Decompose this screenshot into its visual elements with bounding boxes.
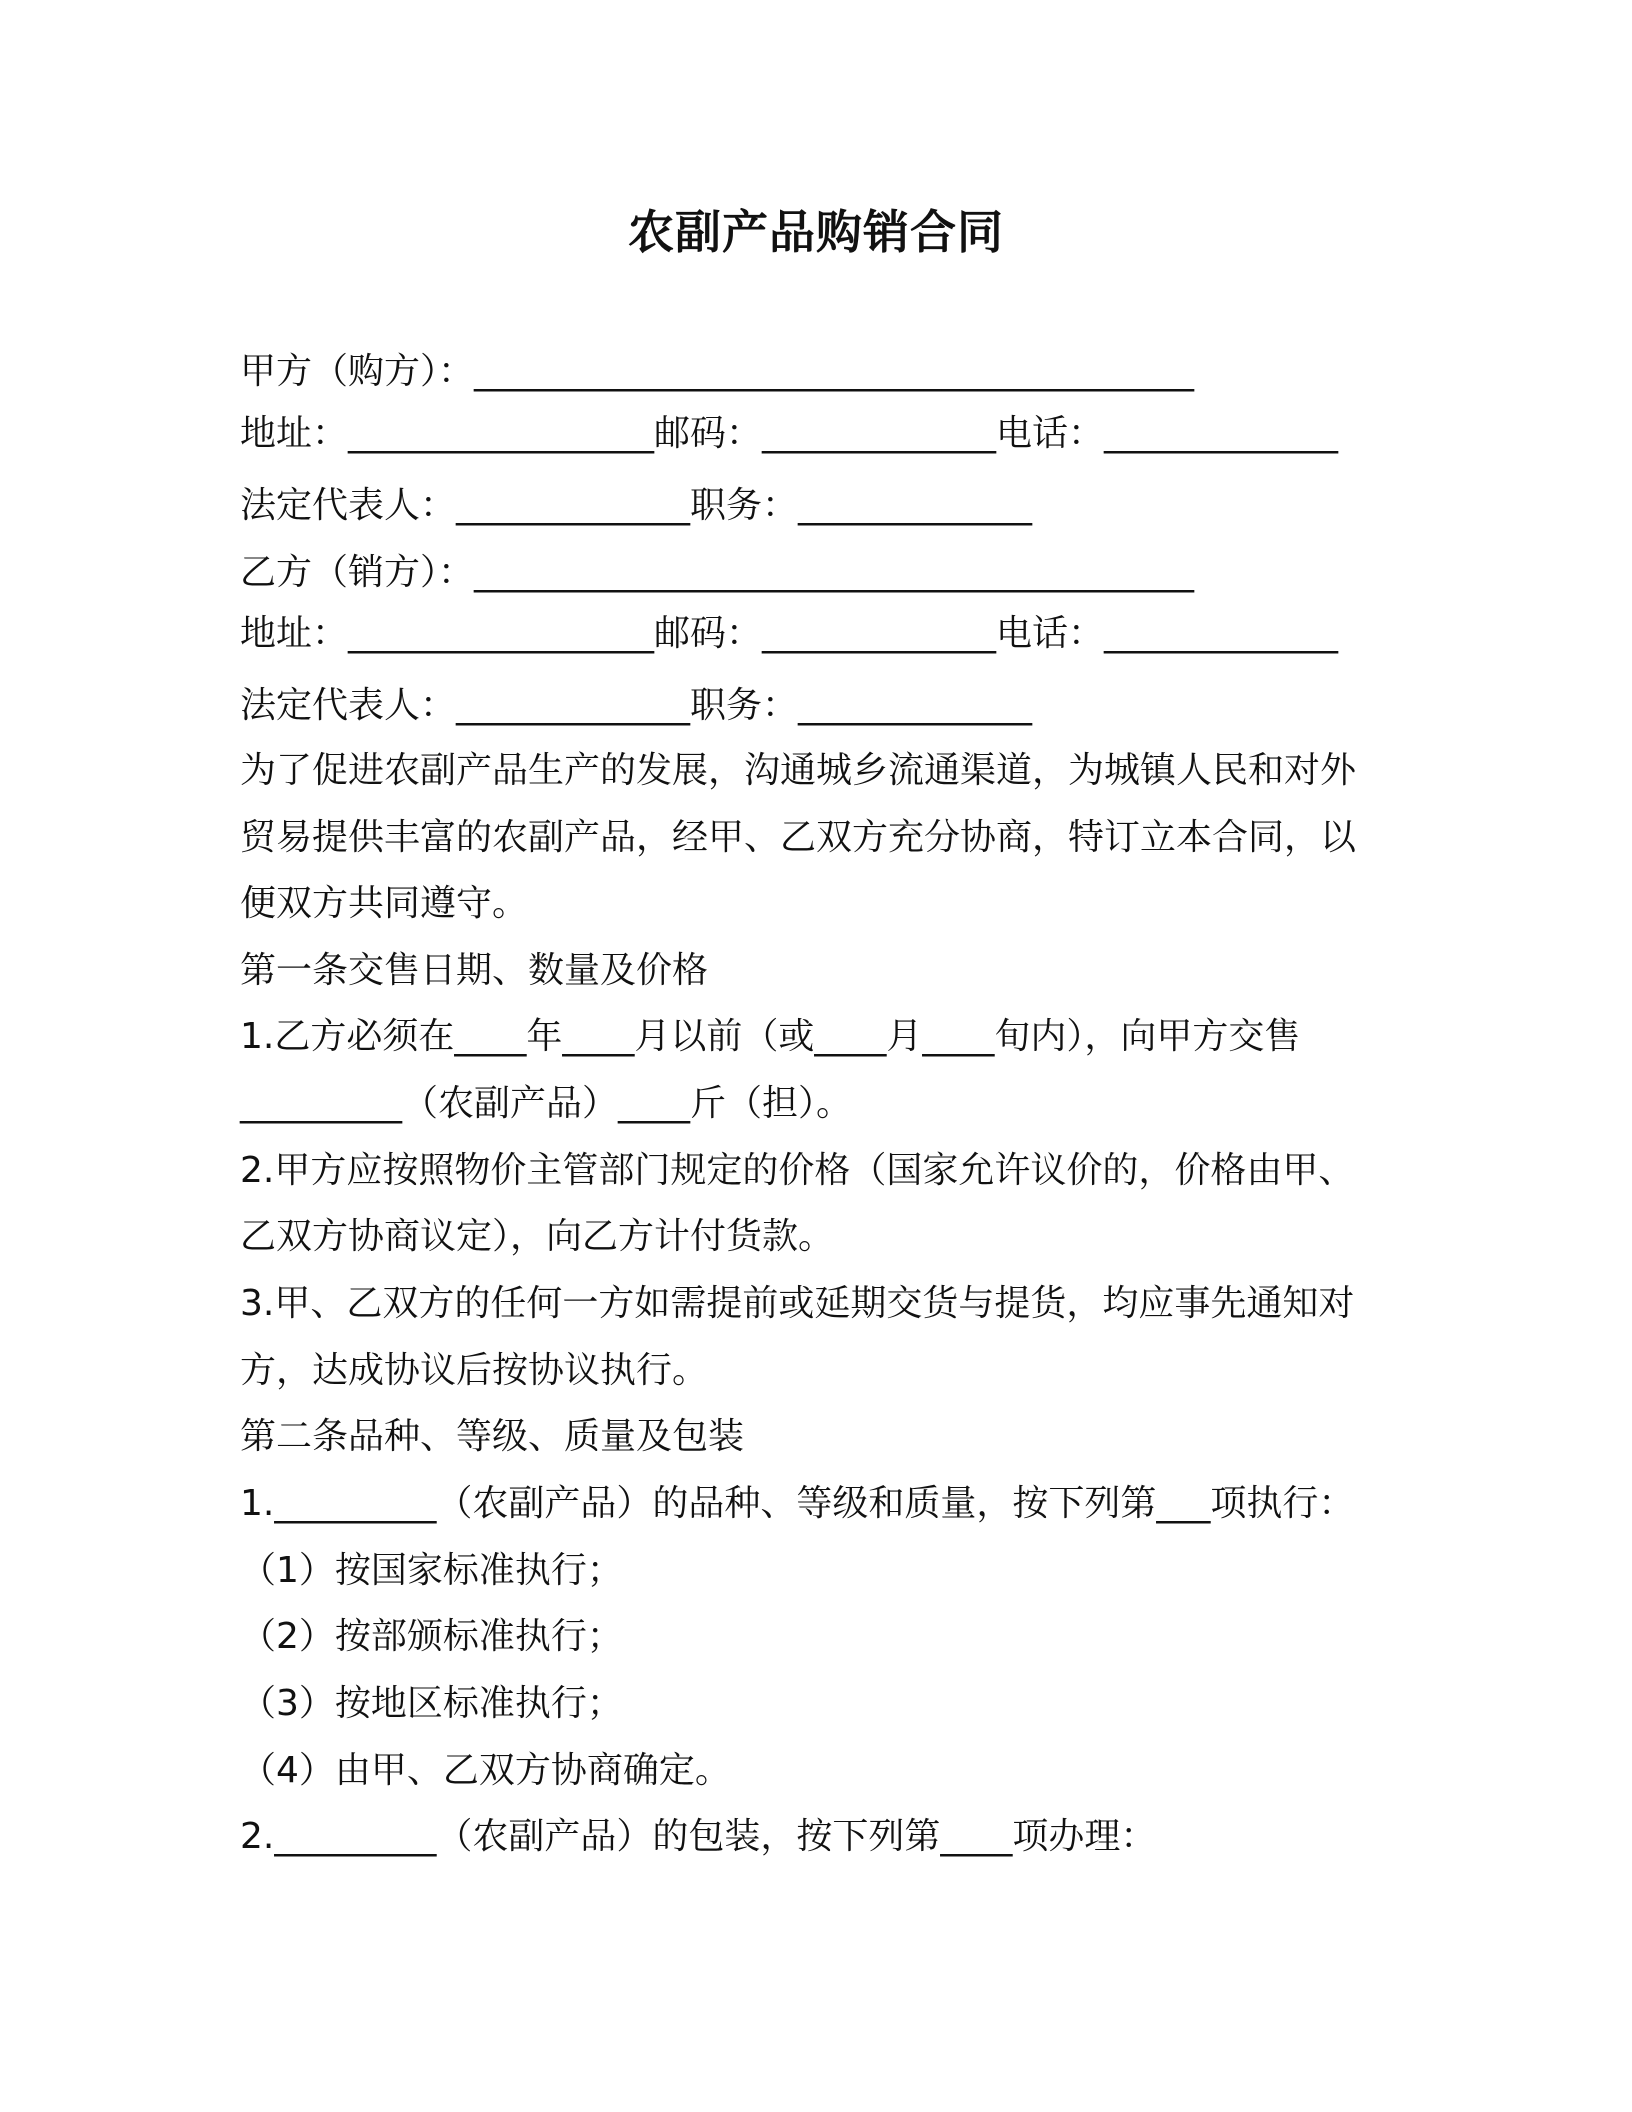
article-1-item-1: 1.乙方必须在____年____月以前（或____月____旬内），向甲方交售 xyxy=(240,1016,1301,1057)
article-2-item-2: 2._________（农副产品）的包装，按下列第____项办理： xyxy=(240,1816,1157,1857)
intro-paragraph-line: 为了促进农副产品生产的发展，沟通城乡流通渠道，为城镇人民和对外 xyxy=(240,750,1357,791)
article-2-option: （2）按部颁标准执行； xyxy=(240,1616,623,1657)
article-2-option: （3）按地区标准执行； xyxy=(240,1683,623,1724)
article-2-item-1: 1._________（农副产品）的品种、等级和质量，按下列第___项执行： xyxy=(240,1483,1355,1524)
intro-paragraph-line: 便双方共同遵守。 xyxy=(240,883,529,924)
document-title: 农副产品购销合同 xyxy=(628,205,1004,259)
party-b-representative-line: 法定代表人：_____________职务：_____________ xyxy=(240,685,1033,726)
party-a-line: 甲方（购方）：________________________________________ xyxy=(240,351,1195,392)
intro-paragraph-line: 贸易提供丰富的农副产品，经甲、乙双方充分协商，特订立本合同，以 xyxy=(240,817,1357,858)
article-2-heading: 第二条品种、等级、质量及包装 xyxy=(240,1416,745,1457)
article-1-item-2: 2.甲方应按照物价主管部门规定的价格（国家允许议价的，价格由甲、 xyxy=(240,1150,1355,1191)
party-a-address-line: 地址：_________________邮码：_____________电话：_____________ xyxy=(240,413,1339,454)
article-1-item-3-continued: 方，达成协议后按协议执行。 xyxy=(240,1350,709,1391)
party-a-representative-line: 法定代表人：_____________职务：_____________ xyxy=(240,485,1033,526)
article-1-item-3: 3.甲、乙双方的任何一方如需提前或延期交货与提货，均应事先通知对 xyxy=(240,1283,1355,1324)
article-2-option: （1）按国家标准执行； xyxy=(240,1550,623,1591)
party-b-address-line: 地址：_________________邮码：_____________电话：_____________ xyxy=(240,613,1339,654)
article-1-item-2-continued: 乙双方协商议定），向乙方计付货款。 xyxy=(240,1216,835,1257)
article-2-option: （4）由甲、乙双方协商确定。 xyxy=(240,1750,731,1791)
party-b-line: 乙方（销方）：________________________________________ xyxy=(240,552,1195,593)
article-1-heading: 第一条交售日期、数量及价格 xyxy=(240,950,709,991)
article-1-item-1-continued: _________（农副产品）____斤（担）。 xyxy=(240,1083,853,1124)
